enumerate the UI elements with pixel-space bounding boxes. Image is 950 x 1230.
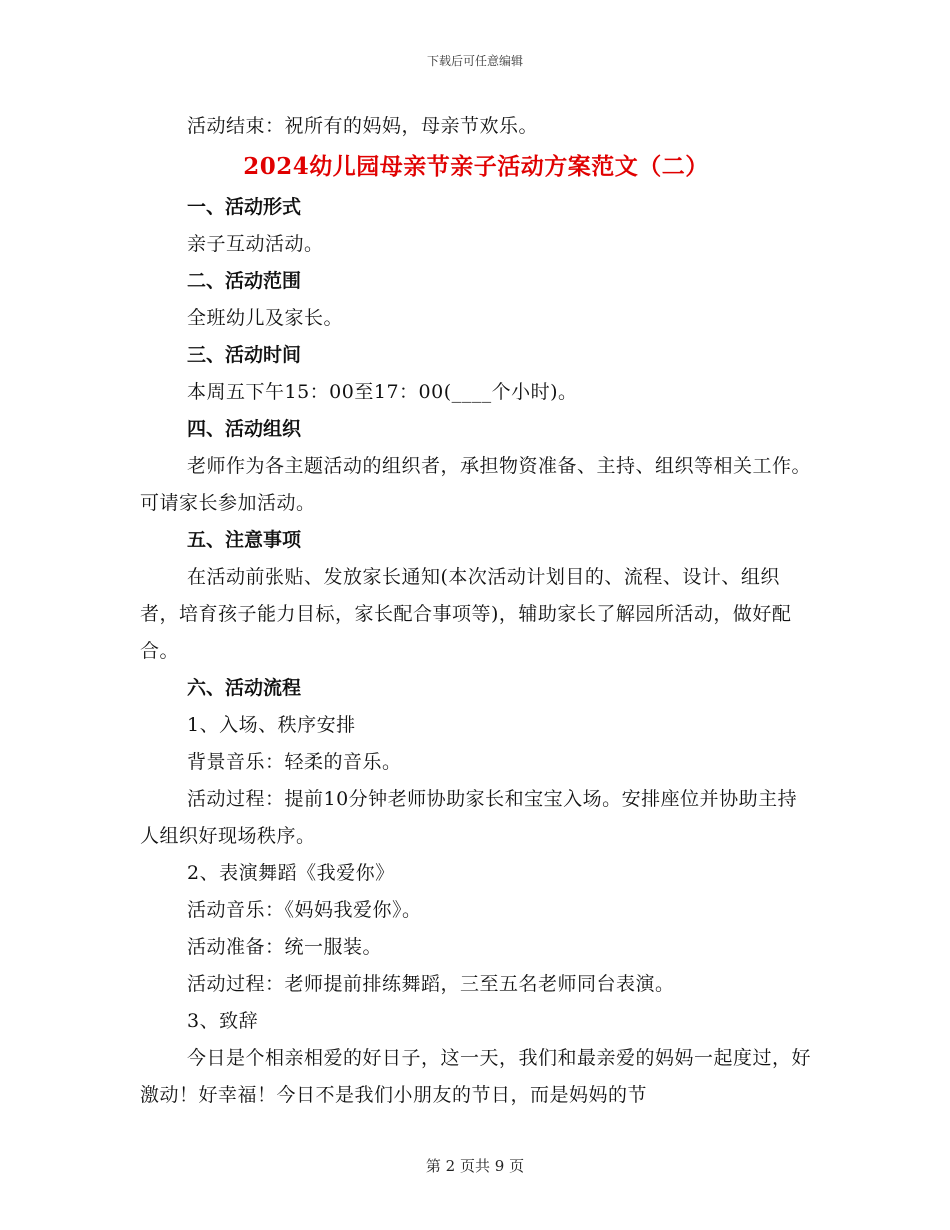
paragraph-notes: 在活动前张贴、发放家长通知(本次活动计划目的、流程、设计、组织者，培育孩子能力目标，家长配合事项等)，辅助家长了解园所活动，做好配合。 bbox=[140, 566, 792, 662]
page-header: 下载后可任意编辑 bbox=[426, 54, 523, 68]
paragraph-activity-scope: 全班幼儿及家长。 bbox=[187, 307, 344, 329]
document-body bbox=[140, 108, 812, 1114]
paragraph-dance-process: 活动过程：老师提前排练舞蹈，三至五名老师同台表演。 bbox=[187, 973, 675, 995]
paragraph-entry: 1、入场、秩序安排 bbox=[187, 714, 356, 736]
paragraph-speech-text: 今日是个相亲相爱的好日子，这一天，我们和最亲爱的妈妈一起度过，好激动！好幸福！今日不是我们小朋友的节日，而是妈妈的节 bbox=[140, 1047, 812, 1106]
paragraph-activity-time: 本周五下午15：00至17：00(____个小时)。 bbox=[187, 381, 578, 403]
paragraph-activity-form: 亲子互动活动。 bbox=[187, 233, 324, 255]
document-title: 2024幼儿园母亲节亲子活动方案范文（二） bbox=[243, 153, 709, 180]
paragraph-activity-organization: 老师作为各主题活动的组织者，承担物资准备、主持、组织等相关工作。可请家长参加活动。 bbox=[140, 455, 812, 514]
paragraph-dance: 2、表演舞蹈《我爱你》 bbox=[187, 862, 395, 884]
heading-activity-scope: 二、活动范围 bbox=[187, 270, 302, 292]
heading-activity-form: 一、活动形式 bbox=[187, 196, 302, 218]
heading-notes: 五、注意事项 bbox=[187, 529, 302, 551]
paragraph-activity-end: 活动结束：祝所有的妈妈，母亲节欢乐。 bbox=[187, 115, 539, 137]
paragraph-background-music: 背景音乐：轻柔的音乐。 bbox=[187, 751, 402, 773]
heading-activity-time: 三、活动时间 bbox=[187, 344, 302, 366]
paragraph-dance-music: 活动音乐：《妈妈我爱你》。 bbox=[187, 899, 422, 921]
heading-activity-process: 六、活动流程 bbox=[187, 677, 302, 699]
paragraph-dance-prep: 活动准备：统一服装。 bbox=[187, 936, 383, 958]
paragraph-speech: 3、致辞 bbox=[187, 1010, 259, 1032]
page-footer: 第 2 页共 9 页 bbox=[425, 1157, 525, 1175]
heading-activity-organization: 四、活动组织 bbox=[187, 418, 302, 440]
paragraph-entry-process: 活动过程：提前10分钟老师协助家长和宝宝入场。安排座位并协助主持人组织好现场秩序。 bbox=[140, 788, 798, 847]
